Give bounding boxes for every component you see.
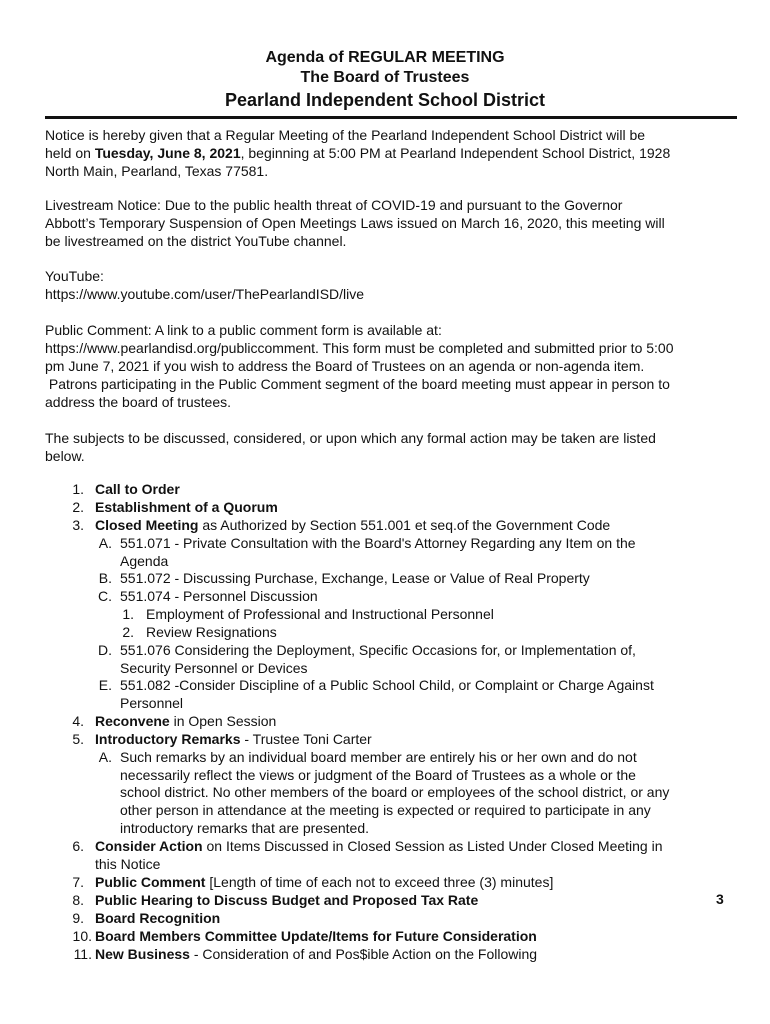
item-text: 551.072 - Discussing Purchase, Exchange, Lease or Value of Real Property: [120, 570, 590, 586]
item-text: 551.076 Considering the Deployment, Specific Occasions for, or Implementation of,: [120, 642, 636, 658]
agenda-title: Agenda of REGULAR MEETING: [265, 49, 505, 66]
item-number: A.: [98, 535, 112, 551]
item-number: 4.: [72, 713, 84, 729]
item-title: New Business: [95, 946, 190, 962]
item-detail: on Items Discussed in Closed Session as Listed Under Closed Meeting in: [202, 838, 663, 854]
item-text: 551.071 - Private Consultation with the Board's Attorney Regarding any Item on the: [120, 535, 636, 551]
item-number: 3.: [72, 517, 84, 533]
item-number: D.: [98, 642, 112, 658]
item-title: Board Recognition: [95, 910, 221, 926]
item-text: introductory remarks that are presented.: [120, 819, 370, 836]
livestream-line: Livestream Notice: Due to the public health threat of COVID-19 and pursuant to the Governor: [45, 197, 623, 213]
youtube-label: YouTube:: [45, 268, 104, 284]
item-number: 2.: [122, 624, 134, 640]
item-text: [95, 946, 537, 964]
item-title: Call to Order: [95, 481, 180, 497]
item-number: E.: [98, 677, 112, 693]
item-text: Personnel: [120, 694, 184, 711]
item-number: 7.: [72, 874, 84, 890]
item-text: Agenda: [120, 552, 169, 569]
item-detail: - Trustee Toni Carter: [240, 731, 372, 747]
item-title: Establishment of a Quorum: [95, 499, 278, 515]
meeting-notice: [45, 126, 728, 180]
board-title: The Board of Trustees: [300, 69, 470, 86]
meeting-date: Tuesday, June 8, 2021: [94, 145, 241, 161]
item-detail: - Consideration of and Pos$ible Action on the Following: [189, 946, 538, 962]
public-comment-notice: [45, 321, 728, 411]
subjects-line-1: The subjects to be discussed, considered, or upon which any formal action may be taken are listed: [45, 430, 656, 446]
item-text: Employment of Professional and Instructional Personnel: [146, 606, 494, 622]
item-number: 5.: [72, 731, 84, 747]
item-text: Security Personnel or Devices: [120, 659, 308, 676]
item-number: 1.: [122, 606, 134, 622]
item-text: 551.082 -Consider Discipline of a Public School Child, or Complaint or Charge Against: [120, 677, 654, 693]
public-comment-line: Public Comment: A link to a public comment form is available at:: [45, 322, 442, 338]
item-number: A.: [98, 749, 112, 765]
subjects-line-2: below.: [45, 448, 85, 464]
notice-held-on: held on: [45, 145, 95, 161]
public-comment-line: Patrons participating in the Public Comment segment of the board meeting must appear in person to: [45, 376, 670, 392]
public-comment-line: address the board of trustees.: [45, 394, 231, 410]
livestream-notice: [45, 196, 728, 250]
item-number: 11.: [73, 946, 92, 962]
notice-location: , beginning at 5:00 PM at Pearland Independent School District, 1928: [240, 145, 671, 161]
item-number: 10.: [72, 928, 92, 944]
youtube-url[interactable]: https://www.youtube.com/user/ThePearlandISD/live: [45, 286, 365, 302]
youtube-section: [45, 267, 728, 303]
item-title: Closed Meeting: [95, 517, 199, 533]
item-title: Public Comment: [95, 874, 206, 890]
item-number: C.: [98, 588, 112, 604]
item-text: 551.074 - Personnel Discussion: [120, 588, 318, 604]
notice-line-1: Notice is hereby given that a Regular Meeting of the Pearland Independent School District will be: [45, 127, 646, 143]
district-title: Pearland Independent School District: [224, 90, 546, 110]
item-detail: as Authorized by Section 551.001 et seq.of the Government Code: [198, 517, 611, 533]
public-comment-line: pm June 7, 2021 if you wish to address the Board of Trustees on an agenda or non-agenda item.: [45, 358, 645, 374]
item-text: [95, 517, 610, 535]
item-number: 6.: [72, 838, 84, 854]
item-number: B.: [98, 570, 112, 586]
item-text: school district. No other members of the board or employees of the school district, or any: [120, 784, 670, 801]
item-number: 1.: [72, 481, 84, 497]
item-number: 8.: [72, 892, 84, 908]
item-text: necessarily reflect the views or judgment of the Board of Trustees as a whole or the: [120, 766, 636, 783]
notice-line-3: North Main, Pearland, Texas 77581.: [45, 163, 269, 179]
item-title: Board Members Committee Update/Items for Future Consideration: [95, 928, 537, 944]
agenda-subitem-5a: [0, 749, 770, 839]
item-text: this Notice: [95, 855, 161, 872]
item-text: [95, 838, 663, 856]
item-detail: in Open Session: [169, 713, 277, 729]
public-comment-line: https://www.pearlandisd.org/publiccomment. This form must be completed and submitted prior to 5:00: [45, 340, 674, 356]
item-number: 2.: [72, 499, 84, 515]
item-title: Introductory Remarks: [95, 731, 241, 747]
item-number: 9.: [72, 910, 84, 926]
item-title: Public Hearing to Discuss Budget and Proposed Tax Rate: [95, 892, 479, 908]
item-text: [95, 874, 553, 892]
header-divider: [45, 116, 737, 119]
page-number: 3: [716, 891, 724, 907]
item-detail: [Length of time of each not to exceed three (3) minutes]: [205, 874, 554, 890]
livestream-line: Abbott’s Temporary Suspension of Open Meetings Laws issued on March 16, 2020, this meeting will: [45, 215, 665, 231]
subjects-intro: [45, 429, 728, 465]
notice-line-2: [45, 144, 728, 162]
item-title: Consider Action: [95, 838, 203, 854]
livestream-line: be livestreamed on the district YouTube channel.: [45, 233, 347, 249]
item-text: other person in attendance at the meeting is expected or required to participate in any: [120, 802, 651, 819]
item-text: Review Resignations: [146, 624, 277, 640]
item-title: Reconvene: [95, 713, 170, 729]
item-text: Such remarks by an individual board member are entirely his or her own and do not: [120, 749, 637, 765]
item-text: [95, 713, 276, 731]
item-text: [95, 731, 372, 749]
